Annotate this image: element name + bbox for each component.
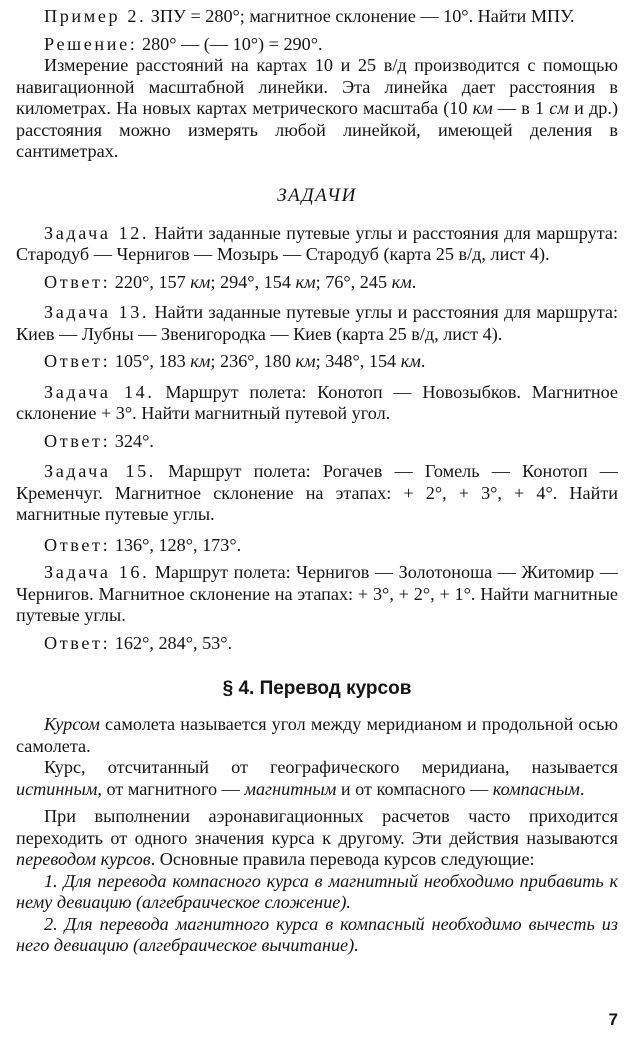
measure-unit-cm: см: [549, 98, 569, 118]
example-paragraph: [16, 6, 618, 28]
answer-unit: км: [190, 271, 211, 292]
example-text: ЗПУ = 280°; магнитное склонение — 10°. Найти МПУ.: [150, 6, 575, 26]
answer-part: 105°, 183: [114, 351, 191, 371]
tasks-heading: ЗАДАЧИ: [277, 184, 357, 206]
answer-unit: км: [400, 351, 421, 371]
measure-text-dash: — в 1: [492, 98, 550, 118]
course-types-text: Курс, отсчитанный от географического меридиана, называется: [44, 757, 618, 777]
conversion-intro: [16, 806, 618, 871]
task-text: Найти заданные путевые углы и расстояния для маршрута: Киев — Лубны — Звенигородка — Киев (карта 25 в/д, лист 4).: [16, 302, 618, 344]
conversion-text: При выполнении аэронавигационных расчетов часто приходится переходить от одного значения курса к другому. Эти действия называются: [16, 806, 618, 848]
answer-unit: км: [295, 271, 316, 292]
task-13-answer: [16, 351, 618, 373]
task-14-answer: [16, 431, 618, 453]
task-text: Найти заданные путевые углы и расстояния для маршрута: Стародуб — Чернигов — Мозырь — Стародуб (карта 25 в/д, лист 4).: [16, 222, 618, 264]
rule-1: 1. Для перевода компасного курса в магнитный необходимо прибавить к нему девиацию (алгебраическое сложение).: [16, 870, 618, 912]
solution-paragraph: [16, 34, 618, 56]
answer-label: Ответ:: [44, 632, 111, 653]
answer-label: Ответ:: [44, 351, 111, 371]
rule-2: 2. Для перевода магнитного курса в компасный необходимо вычесть из него девиацию (алгебраическое вычитание).: [16, 913, 618, 955]
task-label: Задача 14.: [44, 381, 155, 402]
section-heading: § 4. Перевод курсов: [222, 678, 412, 699]
measure-text-b: и др.) расстояния можно измерять любой линейкой, имеющей деления в сантиметрах.: [16, 98, 618, 161]
answer-part: ; 76°, 245: [315, 271, 392, 292]
task-label: Задача 15.: [44, 461, 156, 481]
answer-label: Ответ:: [44, 271, 111, 292]
term-course: Курсом: [44, 714, 100, 734]
task-label: Задача 16.: [44, 562, 150, 582]
term-conversion: переводом курсов: [16, 849, 151, 869]
measure-text-a: Измерение расстояний на картах 10 и 25 в/д производится с помощью навигационной масштабной линейки. Эта линейка дает расстояния в километрах. На новых картах метрического масштаба (10: [16, 55, 618, 118]
task-12: [16, 223, 618, 266]
term-magnetic: магнитным: [244, 778, 337, 799]
answer-text: 324°.: [114, 430, 154, 451]
answer-part: .: [411, 271, 417, 292]
answer-part: ; 348°, 154: [315, 351, 401, 371]
solution-text: 280° — (— 10°) = 290°.: [141, 33, 323, 54]
example-label: Пример 2.: [44, 6, 147, 26]
measure-unit-km: км: [472, 98, 493, 118]
answer-unit: км: [190, 351, 211, 371]
definition-text: самолета называется угол между меридианом и продольной осью самолета.: [16, 714, 618, 756]
task-14: [16, 382, 618, 425]
answer-part: 220°, 157: [114, 271, 191, 292]
task-16: [16, 562, 618, 627]
task-12-answer: [16, 272, 618, 294]
task-15: [16, 461, 618, 526]
answer-label: Ответ:: [44, 534, 111, 555]
task-13: [16, 302, 618, 345]
term-true: истинным: [16, 778, 98, 799]
answer-text: 162°, 284°, 53°.: [114, 632, 233, 653]
conversion-text: . Основные правила перевода курсов следующие:: [150, 849, 535, 869]
task-15-answer: [16, 535, 618, 557]
task-text: Маршрут полета: Рогачев — Гомель — Конотоп — Кременчуг. Магнитное склонение на этапах: + 2°, + 3°, + 4°. Найти магнитные путевые углы.: [16, 461, 618, 524]
task-text: Маршрут полета: Чернигов — Золотоноша — Житомир — Чернигов. Магнитное склонение на этапах: + 3°, + 2°, + 1°. Найти магнитные путевые углы.: [16, 562, 618, 625]
task-label: Задача 12.: [44, 222, 150, 243]
answer-unit: км: [391, 271, 412, 292]
answer-label: Ответ:: [44, 430, 111, 451]
page-number: 7: [608, 1010, 618, 1029]
course-definition: [16, 714, 618, 757]
task-16-answer: [16, 633, 618, 655]
task-label: Задача 13.: [44, 302, 150, 322]
task-text: Маршрут полета: Конотоп — Новозыбков. Магнитное склонение + 3°. Найти магнитный путевой угол.: [16, 381, 618, 423]
measure-paragraph: [16, 55, 618, 163]
course-types: [16, 757, 618, 800]
answer-text: 136°, 128°, 173°.: [114, 534, 242, 555]
answer-part: ; 294°, 154: [210, 271, 296, 292]
answer-part: .: [420, 351, 426, 371]
answer-part: ; 236°, 180: [210, 351, 296, 371]
course-types-text: , от магнитного —: [97, 778, 245, 799]
term-compass: компасным: [492, 778, 580, 799]
solution-label: Решение:: [44, 33, 138, 54]
answer-unit: км: [295, 351, 316, 371]
course-types-text: .: [579, 778, 585, 799]
course-types-text: и от компасного —: [336, 778, 493, 799]
